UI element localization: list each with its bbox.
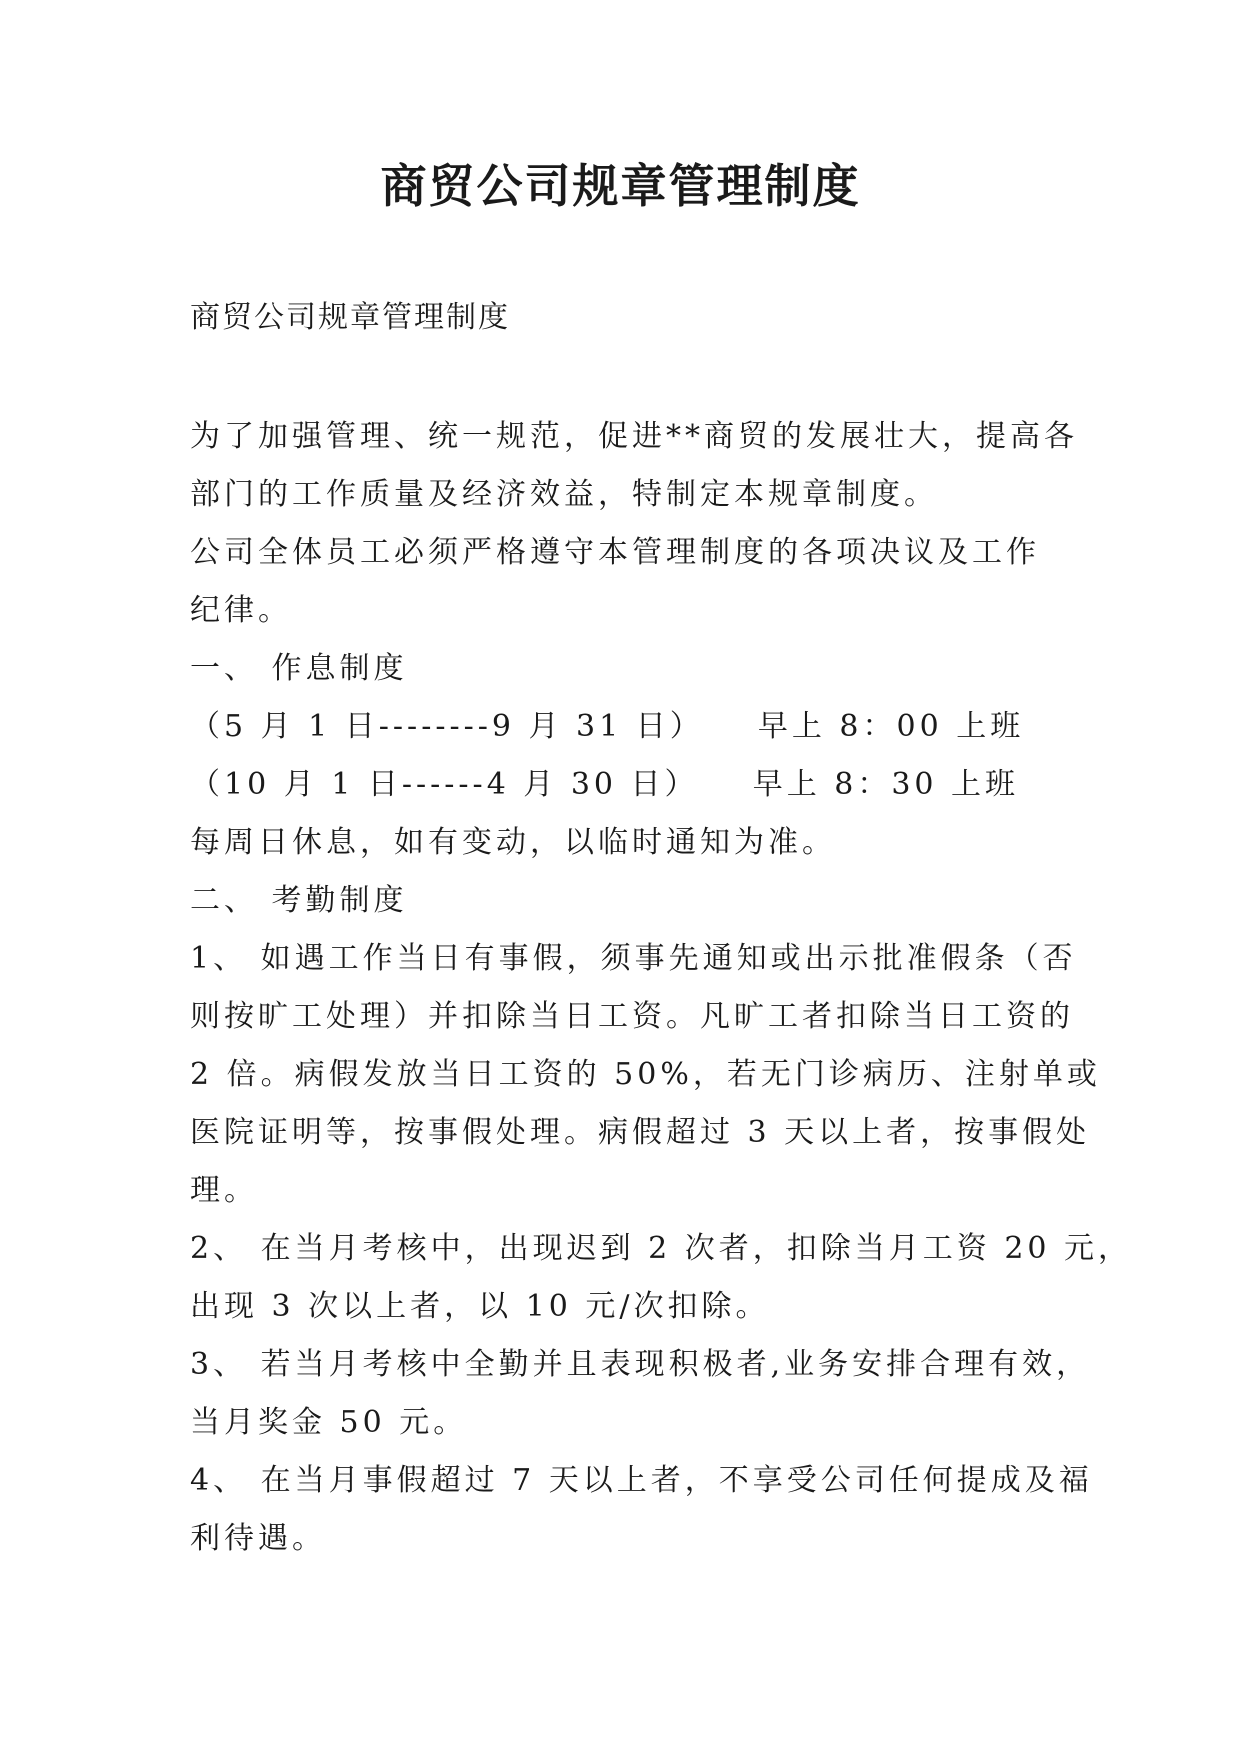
body-line: 理。 xyxy=(190,1173,258,1208)
document-body xyxy=(190,408,1133,1568)
body-line: 公司全体员工必须严格遵守本管理制度的各项决议及工作 xyxy=(190,535,1040,570)
body-line: 2、 在当月考核中，出现迟到 2 次者，扣除当月工资 20 元， xyxy=(190,1231,1133,1266)
section-heading: 二、 考勤制度 xyxy=(190,883,408,918)
body-line: 纪律。 xyxy=(190,593,292,628)
body-line: 当月奖金 50 元。 xyxy=(190,1405,468,1440)
body-line: 4、 在当月事假超过 7 天以上者，不享受公司任何提成及福 xyxy=(190,1463,1093,1498)
document-title: 商贸公司规章管理制度 xyxy=(380,159,861,213)
body-line: 2 倍。病假发放当日工资的 50%，若无门诊病历、注射单或 xyxy=(190,1057,1101,1092)
body-line: 利待遇。 xyxy=(190,1521,326,1556)
body-line: 部门的工作质量及经济效益，特制定本规章制度。 xyxy=(190,477,938,512)
schedule-line: （10 月 1 日------4 月 30 日） 早上 8：30 上班 xyxy=(190,767,1020,802)
body-line: 为了加强管理、统一规范，促进**商贸的发展壮大，提高各 xyxy=(190,419,1078,454)
body-line: 3、 若当月考核中全勤并且表现积极者,业务安排合理有效， xyxy=(190,1347,1091,1382)
document-subtitle: 商贸公司规章管理制度 xyxy=(190,300,510,335)
schedule-line: （5 月 1 日--------9 月 31 日） 早上 8：00 上班 xyxy=(190,709,1025,744)
body-line: 医院证明等，按事假处理。病假超过 3 天以上者，按事假处 xyxy=(190,1115,1091,1150)
body-line: 每周日休息，如有变动，以临时通知为准。 xyxy=(190,825,836,860)
body-line: 1、 如遇工作当日有事假，须事先通知或出示批准假条（否 xyxy=(190,941,1077,976)
section-heading: 一、 作息制度 xyxy=(190,651,408,686)
body-line: 出现 3 次以上者，以 10 元/次扣除。 xyxy=(190,1289,770,1324)
body-line: 则按旷工处理）并扣除当日工资。凡旷工者扣除当日工资的 xyxy=(190,999,1074,1034)
